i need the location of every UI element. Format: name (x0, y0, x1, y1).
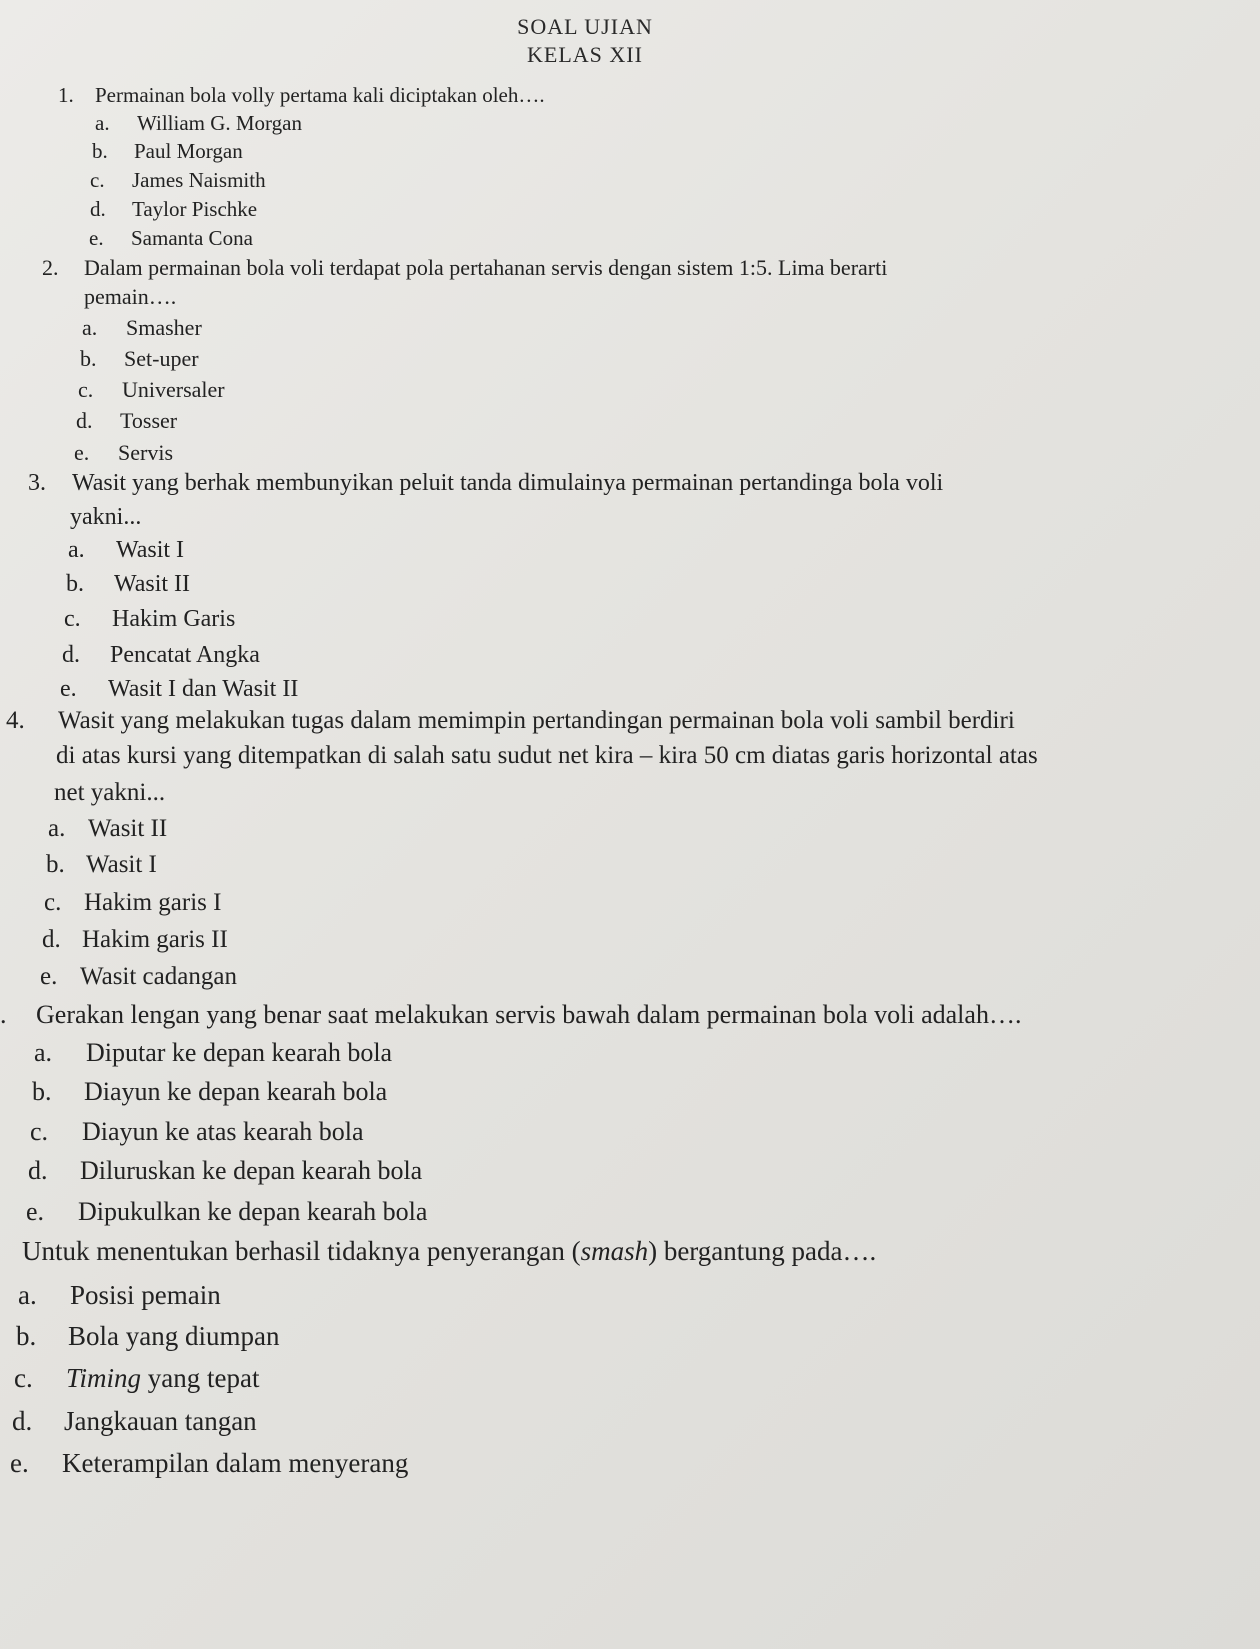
option-letter: c. (44, 889, 62, 916)
question-text-italic: smash (580, 1236, 649, 1266)
option-letter: d. (12, 1406, 33, 1436)
option-text: Wasit I (86, 851, 157, 878)
option-letter: a. (18, 1280, 37, 1310)
option-text-italic: Timing (66, 1363, 142, 1393)
option-letter: d. (28, 1156, 48, 1185)
option-c (30, 1117, 364, 1147)
option-letter: a. (68, 537, 85, 563)
option-text: Hakim garis II (82, 926, 228, 953)
option-letter: e. (89, 226, 104, 250)
question-text: Dalam permainan bola voli terdapat pola pertahanan servis dengan sistem 1:5. Lima berarti (84, 255, 888, 280)
option-text: Servis (118, 440, 173, 465)
option-text: Posisi pemain (70, 1280, 221, 1310)
option-d (62, 642, 260, 669)
exam-class: KELAS XII (527, 42, 643, 67)
option-letter: a. (34, 1038, 53, 1067)
option-letter: c. (14, 1363, 33, 1393)
option-letter: c. (30, 1117, 49, 1146)
option-letter: e. (60, 676, 77, 702)
option-d (12, 1406, 257, 1437)
option-d (76, 408, 177, 434)
option-text: Set-uper (124, 346, 199, 371)
option-b (66, 571, 190, 598)
option-text: Diayun ke atas kearah bola (82, 1117, 364, 1146)
option-c (90, 168, 266, 193)
option-text: James Naismith (132, 168, 266, 192)
question-text-line-2: pemain…. (84, 284, 177, 309)
option-letter: a. (95, 111, 110, 135)
question-number: 3. (28, 470, 46, 496)
option-text: Samanta Cona (131, 226, 253, 250)
option-text: Dipukulkan ke depan kearah bola (78, 1197, 428, 1226)
option-a (18, 1280, 221, 1311)
question-text: Permainan bola volly pertama kali diciptakan oleh…. (95, 83, 545, 107)
option-text: yang tepat (141, 1363, 260, 1393)
option-letter: d. (62, 642, 80, 668)
option-text: Jangkauan tangan (64, 1406, 257, 1436)
option-d (90, 197, 257, 222)
option-text: Wasit I dan Wasit II (108, 676, 299, 702)
option-letter: b. (46, 851, 65, 878)
option-a (82, 315, 202, 341)
question-text-before: Untuk menentukan berhasil tidaknya penyerangan ( (22, 1236, 581, 1266)
option-d (28, 1156, 422, 1186)
option-letter: b. (16, 1321, 37, 1351)
option-letter: b. (66, 571, 84, 597)
option-c (44, 889, 221, 917)
option-e (40, 963, 237, 991)
option-text: William G. Morgan (137, 111, 302, 135)
option-letter: b. (92, 139, 108, 163)
option-d (42, 926, 228, 954)
option-a (68, 537, 184, 564)
option-b (16, 1321, 279, 1352)
question-number: 2. (42, 255, 59, 280)
option-c (64, 606, 235, 633)
option-text: Wasit II (114, 571, 191, 597)
option-text: Wasit II (88, 815, 168, 842)
option-b (80, 346, 199, 372)
option-a (34, 1038, 392, 1068)
option-text: Tosser (120, 408, 178, 433)
exam-title: SOAL UJIAN (517, 14, 653, 39)
option-b (92, 139, 243, 164)
option-text: Universaler (122, 377, 225, 402)
option-text: Keterampilan dalam menyerang (62, 1448, 409, 1478)
option-text: Wasit I (116, 537, 185, 563)
option-letter: c. (64, 606, 81, 632)
option-text: Paul Morgan (134, 139, 243, 163)
option-text: Hakim garis I (84, 889, 222, 916)
question-text-line-1 (84, 255, 1174, 281)
option-e (10, 1448, 408, 1479)
option-text: Diputar ke depan kearah bola (86, 1038, 393, 1067)
option-e (74, 440, 173, 466)
option-letter: e. (10, 1448, 29, 1478)
question-number: 1. (58, 83, 74, 107)
question-text-line-3: net yakni... (54, 779, 166, 806)
option-letter: e. (74, 440, 90, 465)
option-text: Taylor Pischke (132, 197, 258, 221)
option-letter: b. (32, 1077, 52, 1106)
option-letter: b. (80, 346, 97, 371)
option-letter: e. (26, 1197, 45, 1226)
option-e (60, 676, 298, 703)
question-text-line-2: yakni... (70, 504, 142, 530)
option-a (95, 111, 302, 136)
option-text: Wasit cadangan (80, 963, 237, 990)
option-letter: d. (90, 197, 106, 221)
option-a (48, 815, 167, 843)
question-text: Gerakan lengan yang benar saat melakukan servis bawah dalam permainan bola voli adalah…. (36, 1000, 1022, 1029)
option-letter: c. (90, 168, 105, 192)
option-c (14, 1363, 260, 1394)
option-letter: a. (48, 815, 66, 842)
question-number: 4. (6, 707, 25, 734)
question-number: . (0, 1000, 7, 1029)
option-text: Smasher (126, 315, 202, 340)
option-letter: d. (42, 926, 61, 953)
option-letter: a. (82, 315, 98, 340)
option-text: Hakim Garis (112, 606, 236, 632)
option-text: Diayun ke depan kearah bola (84, 1077, 388, 1106)
question-text-line-2: di atas kursi yang ditempatkan di salah satu sudut net kira – kira 50 cm diatas garis horizontal atas (56, 742, 1038, 769)
option-c (78, 377, 225, 403)
option-text: Pencatat Angka (110, 642, 260, 668)
option-letter: d. (76, 408, 93, 433)
option-letter: e. (40, 963, 58, 990)
option-text: Diluruskan ke depan kearah bola (80, 1156, 423, 1185)
question-text-line-1: Wasit yang melakukan tugas dalam memimpin pertandingan permainan bola voli sambil berdiri (58, 707, 1015, 734)
question-text-line-1: Wasit yang berhak membunyikan peluit tanda dimulainya permainan pertandinga bola voli (72, 470, 944, 496)
option-text: Bola yang diumpan (68, 1321, 280, 1351)
option-e (26, 1197, 427, 1227)
option-letter: c. (78, 377, 94, 402)
question-text (22, 1236, 876, 1267)
option-e (89, 226, 253, 251)
option-b (46, 851, 157, 879)
option-b (32, 1077, 387, 1107)
question-text-after: ) bergantung pada…. (648, 1236, 877, 1266)
